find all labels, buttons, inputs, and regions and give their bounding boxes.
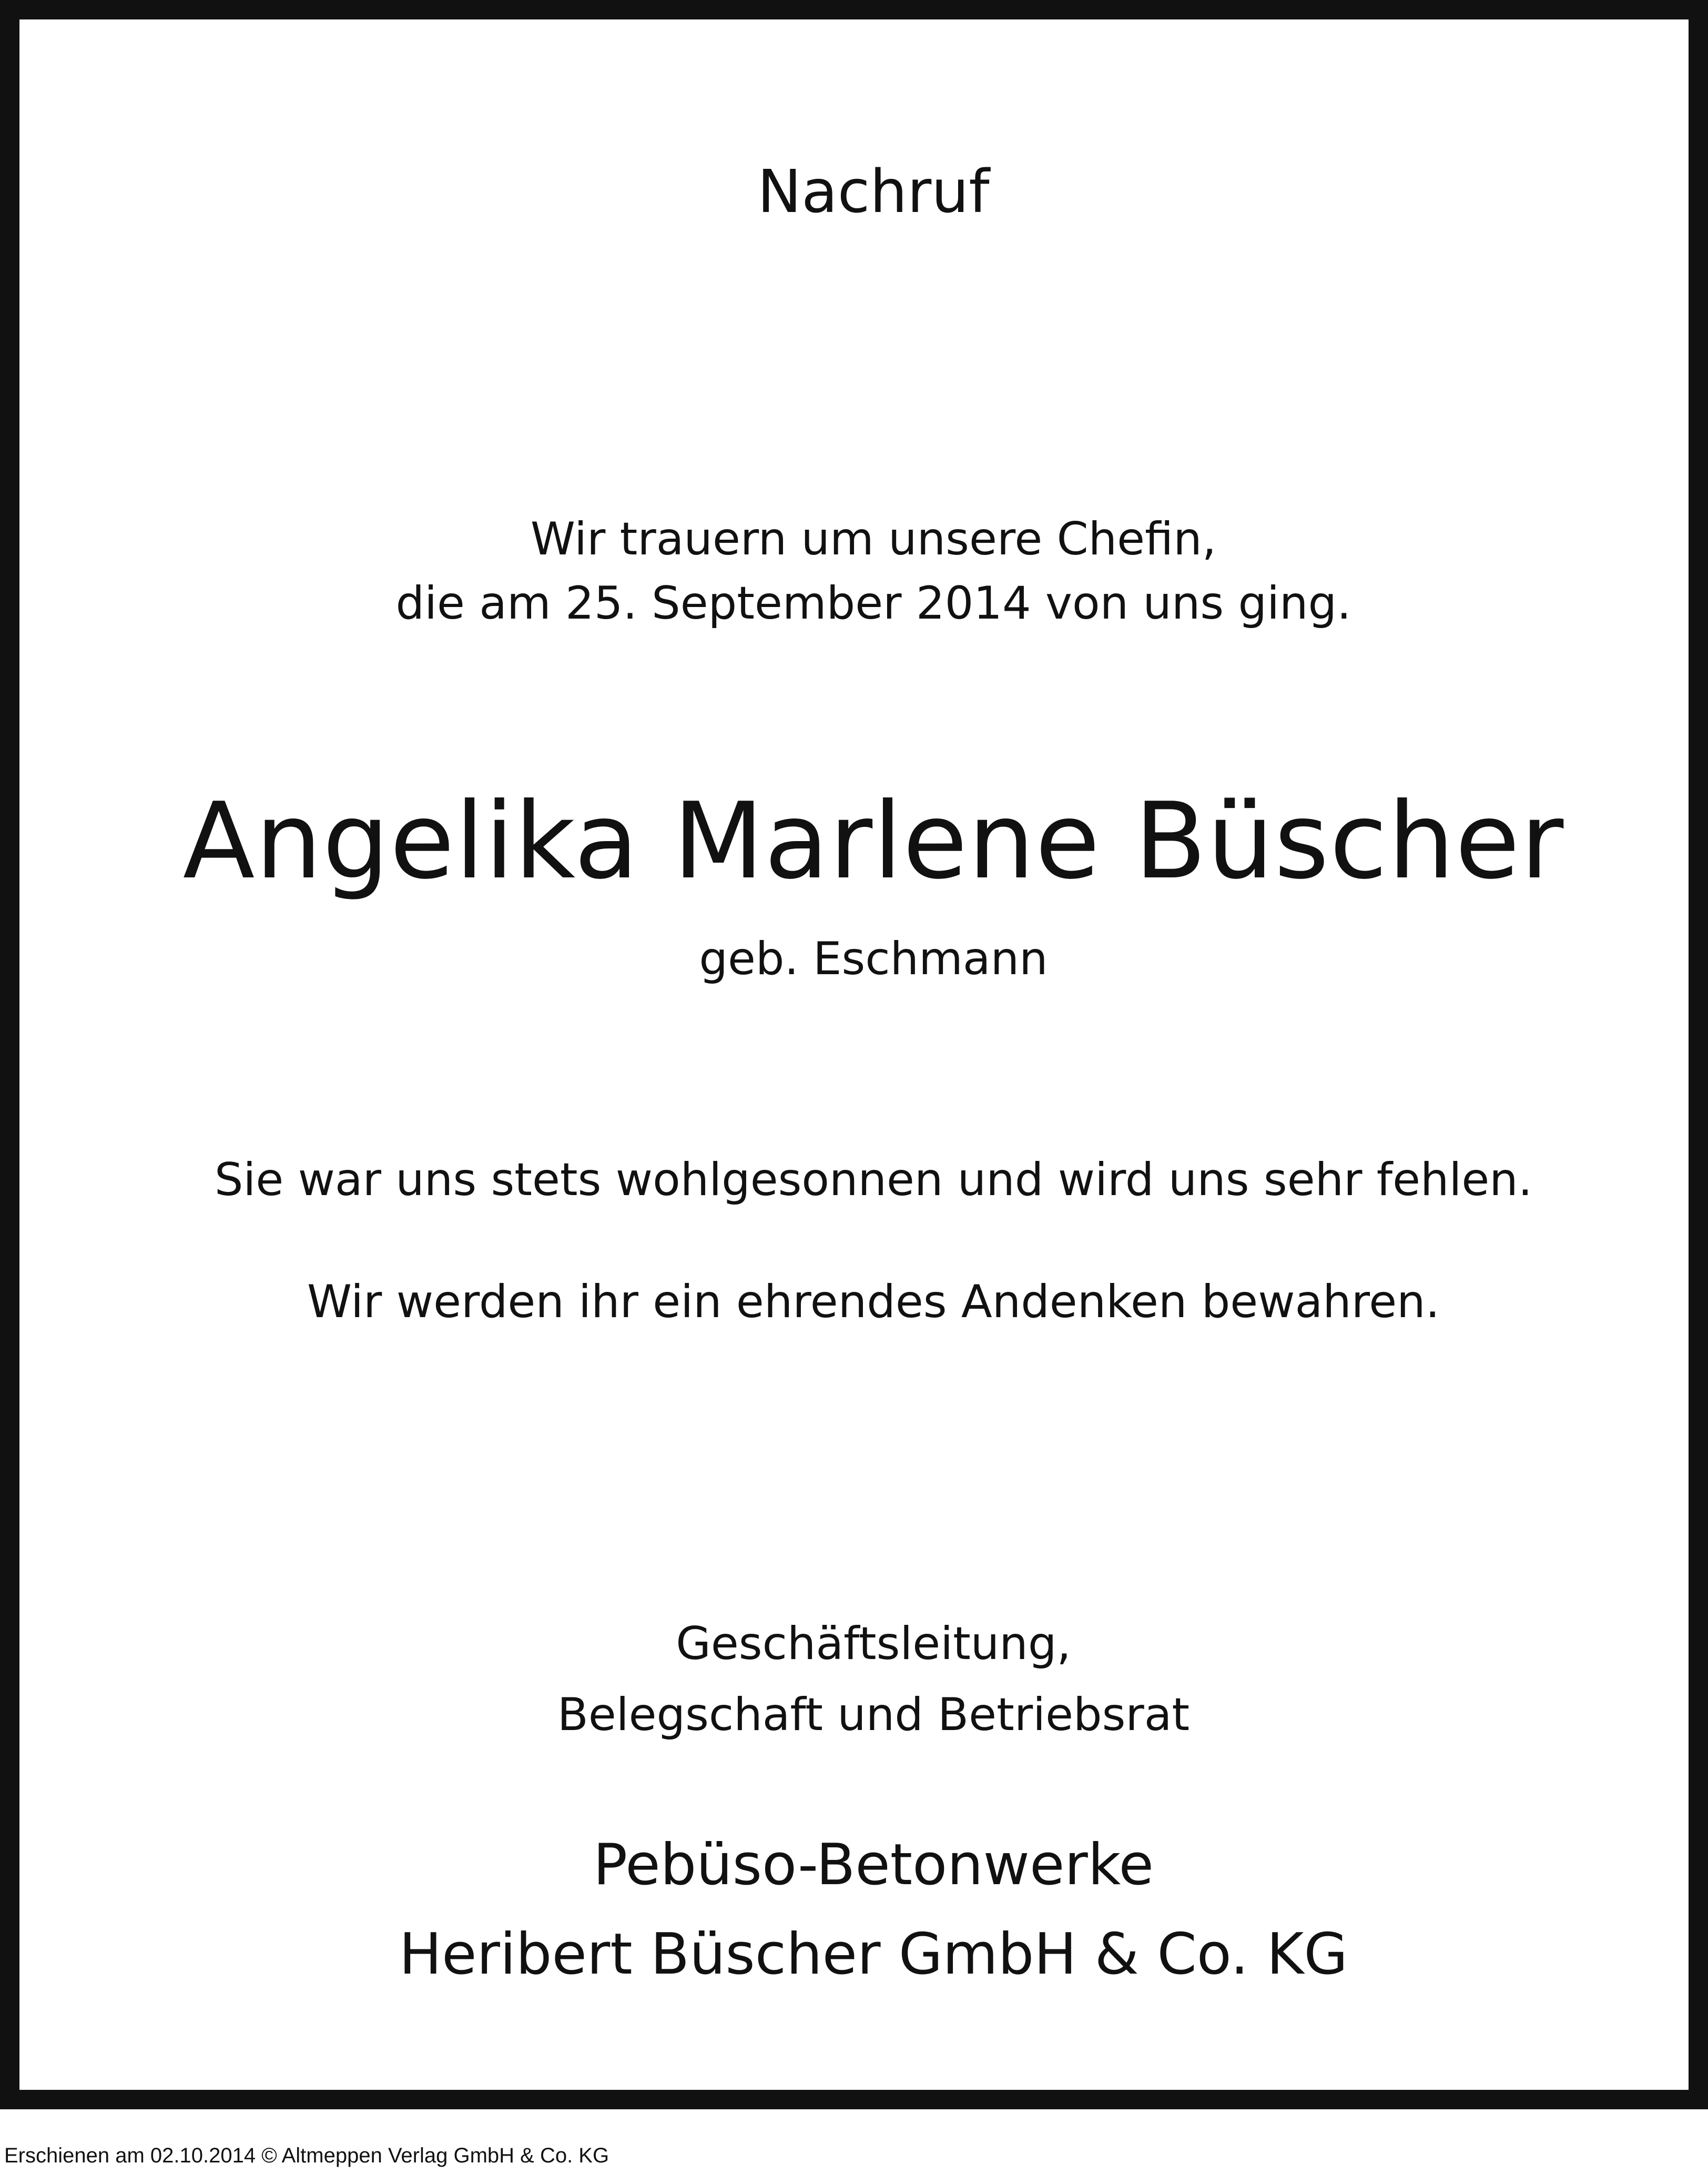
intro-line-1: Wir trauern um unsere Chefin, <box>530 513 1217 565</box>
notice-title: Nachruf <box>757 158 990 226</box>
maiden-name: geb. Eschmann <box>699 933 1048 985</box>
publication-footer: Erschienen am 02.10.2014 © Altmeppen Verlag GmbH & Co. KG <box>4 2144 609 2167</box>
company-name-line-1: Pebüso-Betonwerke <box>593 1832 1154 1898</box>
tribute-line-1: Sie war uns stets wohlgesonnen und wird uns sehr fehlen. <box>214 1154 1533 1206</box>
company-name-line-2: Heribert Büscher GmbH & Co. KG <box>399 1922 1348 1987</box>
deceased-name: Angelika Marlene Büscher <box>182 780 1564 903</box>
signers-line-2: Belegschaft und Betriebsrat <box>557 1688 1190 1741</box>
intro-line-2: die am 25. September 2014 von uns ging. <box>395 577 1351 630</box>
signers-line-1: Geschäftsleitung, <box>676 1617 1071 1670</box>
tribute-line-2: Wir werden ihr ein ehrendes Andenken bewahren. <box>307 1276 1440 1328</box>
